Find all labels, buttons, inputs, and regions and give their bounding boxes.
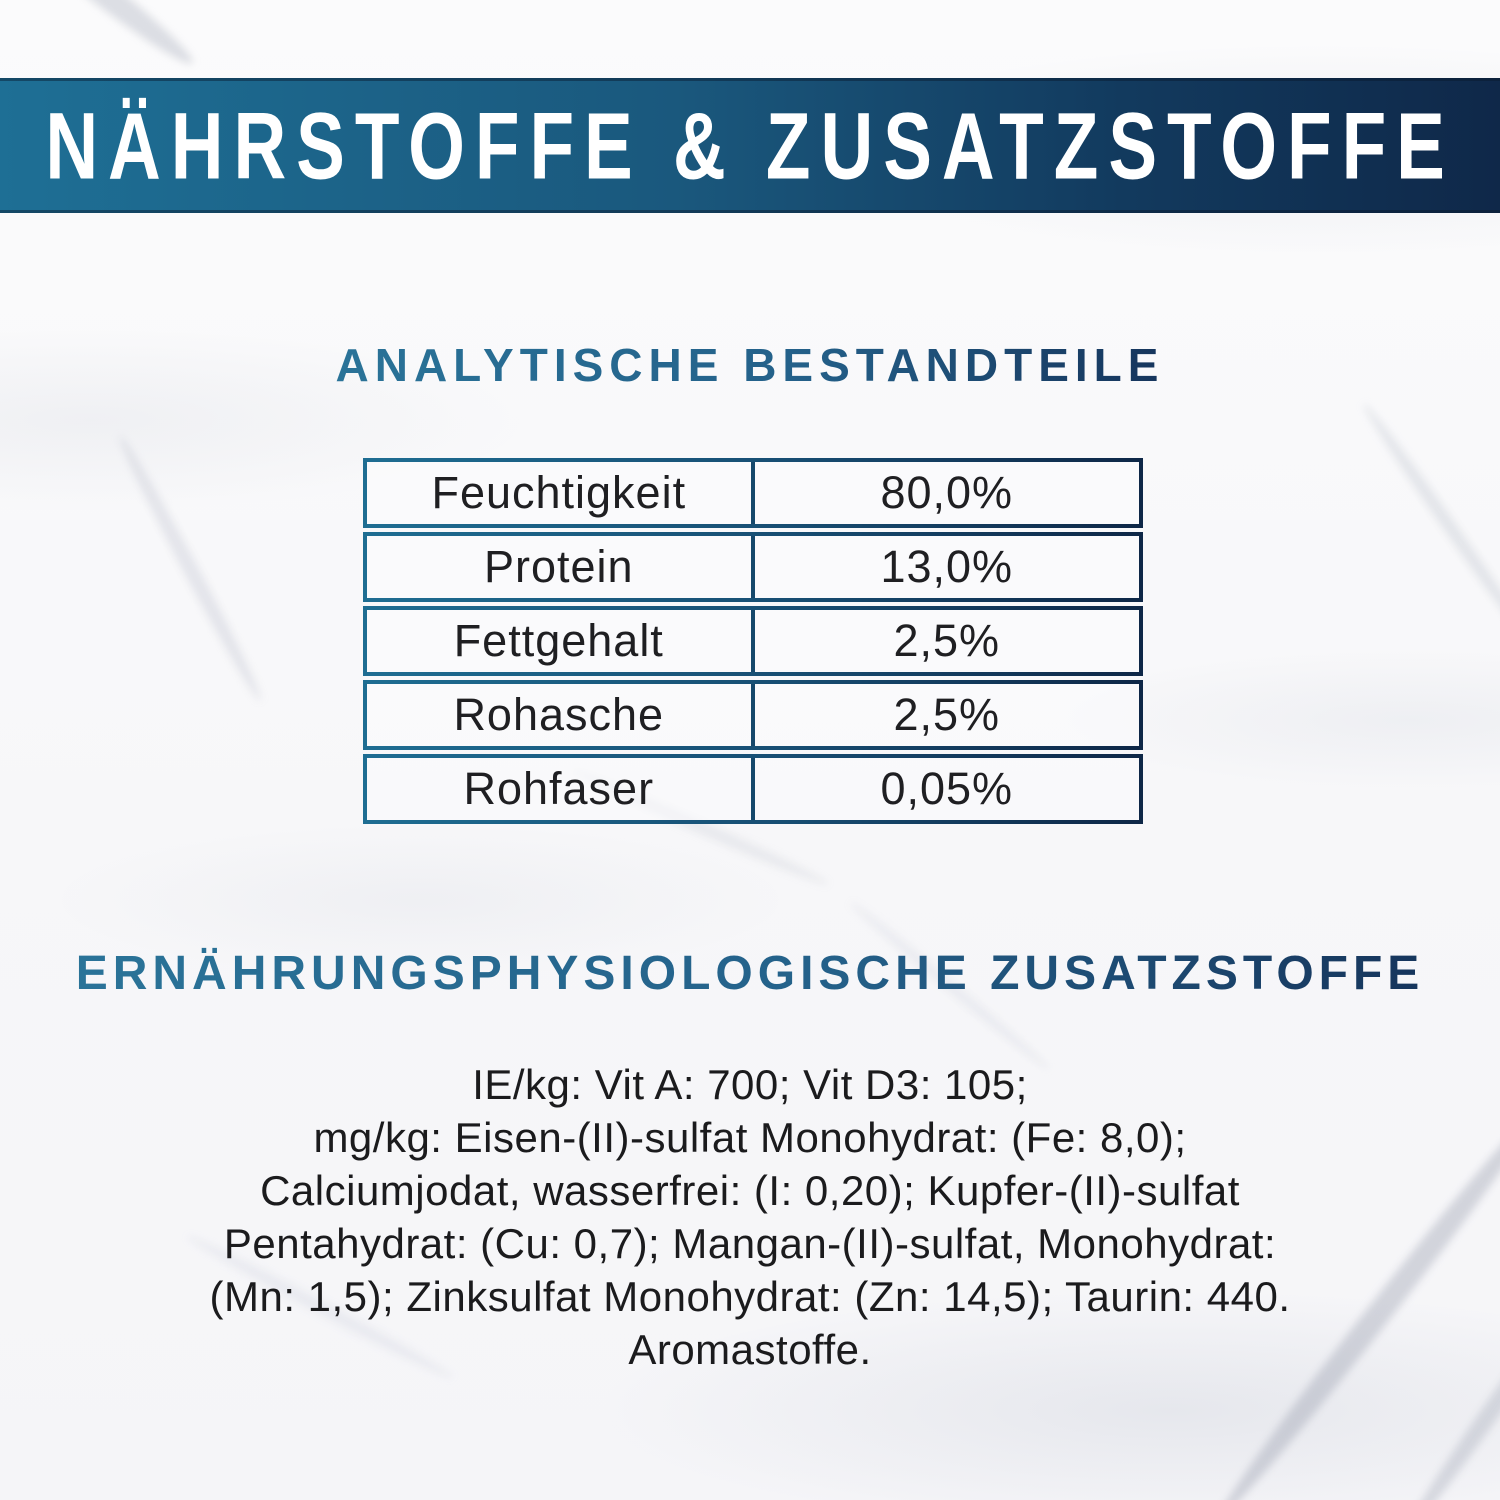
nutrient-label: Fettgehalt [367, 610, 755, 672]
nutrient-value: 2,5% [893, 689, 1001, 740]
additives-section-heading [0, 946, 1500, 1001]
table-row-rohasche [363, 680, 1143, 750]
additives-line: Aromastoffe. [628, 1326, 872, 1373]
nutrient-table [363, 458, 1143, 824]
additives-text-block [0, 1058, 1500, 1376]
additives-line: mg/kg: Eisen-(II)-sulfat Monohydrat: (Fe: 8,0); [313, 1114, 1187, 1161]
marble-vein [113, 432, 268, 704]
nutrient-value: 80,0% [880, 467, 1014, 518]
table-row-protein [363, 532, 1143, 602]
table-row-rohfaser [363, 754, 1143, 824]
additives-line: IE/kg: Vit A: 700; Vit D3: 105; [472, 1061, 1028, 1108]
marble-vein [1358, 400, 1500, 654]
banner-title: NÄHRSTOFFE & ZUSATZSTOFFE [45, 91, 1455, 199]
table-row-feuchtigkeit [363, 458, 1143, 528]
nutrient-label: Feuchtigkeit [367, 462, 755, 524]
table-row-fettgehalt [363, 606, 1143, 676]
nutrient-value: 13,0% [880, 541, 1014, 592]
nutrient-label: Rohfaser [367, 758, 755, 820]
nutrient-value: 2,5% [893, 615, 1001, 666]
nutrient-label: Rohasche [367, 684, 755, 746]
additives-line: Calciumjodat, wasserfrei: (I: 0,20); Kupfer-(II)-sulfat [260, 1167, 1240, 1214]
nutrient-label: Protein [367, 536, 755, 598]
analytical-heading-text: ANALYTISCHE BESTANDTEILE [335, 339, 1165, 391]
marble-vein [0, 0, 200, 73]
additives-line: (Mn: 1,5); Zinksulfat Monohydrat: (Zn: 14,5); Taurin: 440. [209, 1273, 1291, 1320]
header-banner [0, 78, 1500, 213]
additives-heading-text: ERNÄHRUNGSPHYSIOLOGISCHE ZUSATZSTOFFE [75, 947, 1425, 1000]
additives-line: Pentahydrat: (Cu: 0,7); Mangan-(II)-sulfat, Monohydrat: [223, 1220, 1277, 1267]
analytical-section-heading [0, 338, 1500, 392]
nutrient-value: 0,05% [880, 763, 1014, 814]
